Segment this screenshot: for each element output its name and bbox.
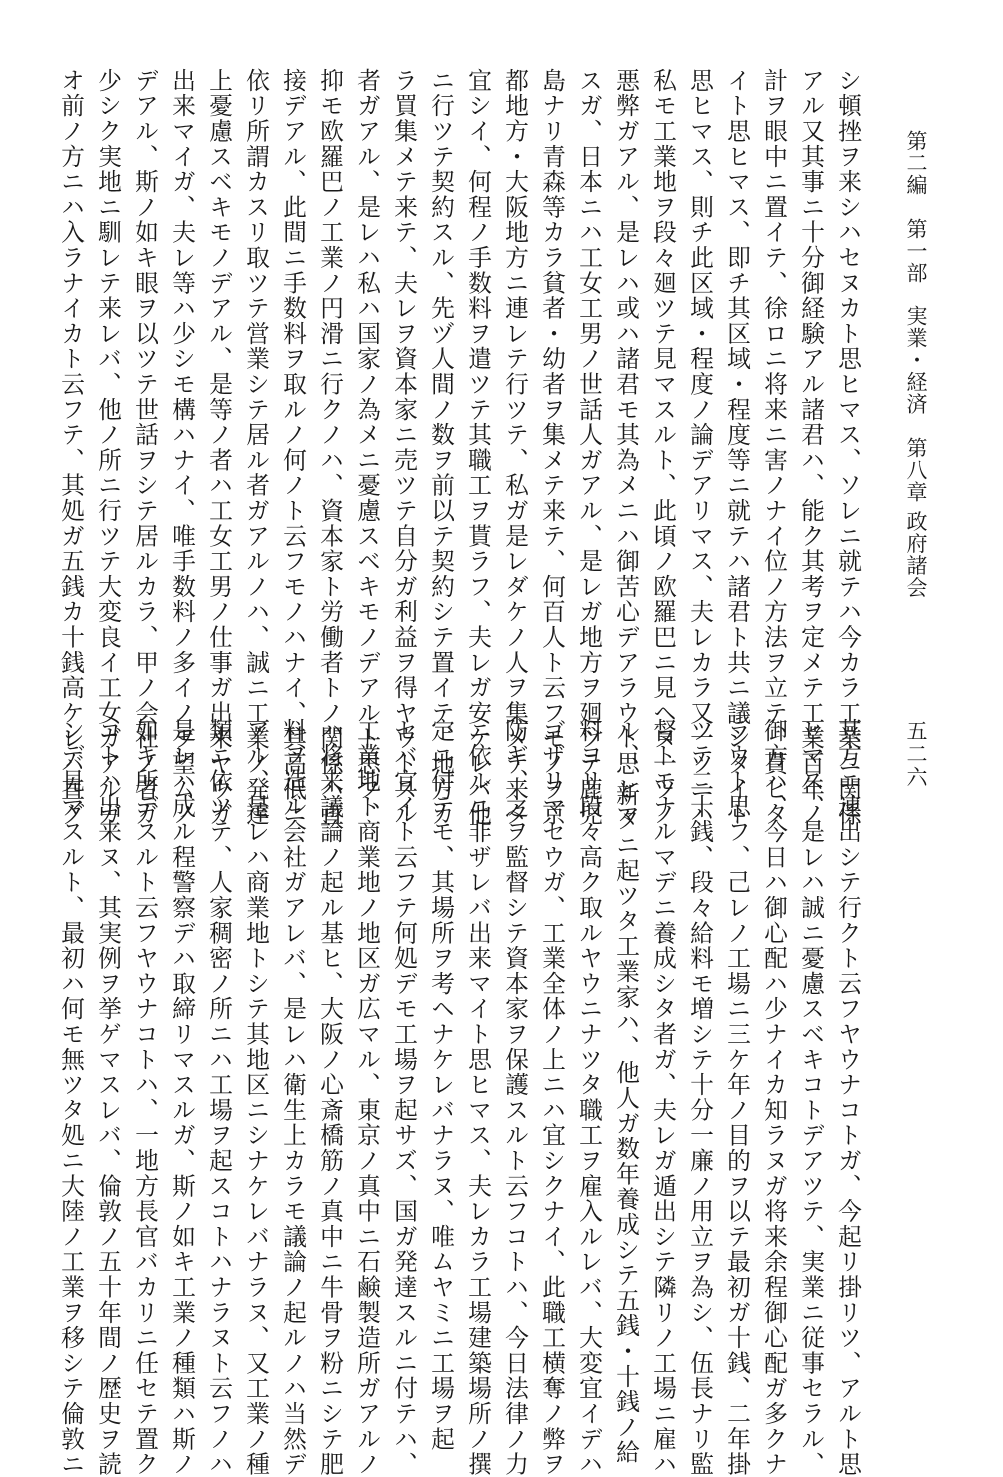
text-column: 督トモナルマデニ養成シタ者ガ、夫レガ遁出シテ隣リノ工場ニ雇ハ [649,718,677,1477]
text-column: ハ将来議論ノ起ル基ヒ、大阪ノ心斎橋筋ノ真中ニ牛骨ヲ粉ニシテ肥 [316,718,344,1477]
text-column: ニ依ルニ非ザレバ出来マイト思ヒマス、夫レカラ工場建築場所ノ撰 [464,718,492,1477]
text-block-upper [57,68,866,827]
text-column: 出来マイガ、夫レ等ハ少シモ構ハナイ、唯手数料ノ多イノヲ望ムノ [168,68,196,827]
text-column: 都地方・大阪地方ニ連レテ行ツテ、私ガ是レダケノ人ヲ集メテ来タ [501,68,529,827]
text-column: 工業地ト商業地ノ地区ガ広マル、東京ノ真中ニ石鹸製造所ガアルノ [353,718,381,1477]
text-column: シ頓挫ヲ来シハセヌカト思ヒマス、ソレニ就テハ今カラ工業ニ関係 [834,68,862,827]
text-column: オ前ノ方ニハ入ラナイカト云フテ、其処ガ五銭カ十銭高ケレバ直グ [57,68,85,827]
text-column: アル、是レハ商業地トシテ其地区ニシナケレバナラヌ、又工業ノ種 [242,718,270,1477]
text-column: 定ニ付テモ、其場所ヲ考ヘナケレバナラヌ、唯ムヤミニ工場ヲ起 [427,718,455,1452]
text-column: 抑モ欧羅巴ノ工業ノ円滑ニ行クノハ、資本家ト労働者トノ関係ハ直 [316,68,344,827]
header-section: 実業・経済 [904,305,928,416]
text-column: 御方ハ、今日ハ御心配ハ少ナイカ知ラヌガ将来余程御心配ガ多クナ [760,718,788,1477]
text-column: ゴザリマセウガ、工業全体ノ上ニハ宜シクナイ、此職工横奪ノ弊ヲ [538,718,566,1477]
text-column: 如キ所デスルト云フヤウナコトハ、一地方長官バカリニ任セテ置ク [131,718,159,1477]
text-column: 悪弊ガアル、是レハ或ハ諸君モ其為メニハ御苦心デアラウト思ヒマ [612,68,640,827]
text-column: ラ買集メテ来テ、夫レヲ資本家ニ売ツテ自分ガ利益ヲ得ヤウトスル [390,68,418,827]
text-column: 依リ所謂カスリ取ツテ営業シテ居ル者ガアルノハ、誠ニ工業ノ発達 [242,68,270,827]
text-column: 島ナリ青森等カラ貧者・幼者ヲ集メテ来テ、何百人ト云フモノヲ京 [538,68,566,827]
text-column: 計ヲ眼中ニ置イテ、徐ロニ将来ニ害ノナイ位ノ方法ヲ立テ、貰ヒタ [760,68,788,827]
text-block-lower [57,718,866,1477]
text-column: 接デアル、此間ニ手数料ヲ取ルノ何ノト云フモノハナイ、其高低ニ [279,68,307,827]
text-column: デアル、斯ノ如キ眼ヲ以ツテ世話ヲシテ居ルカラ、甲ノ会社ノ者ガ [131,68,159,827]
text-column: 宜シイ、何程ノ手数料ヲ遣ツテ其職工ヲ貰ラフ、夫レガ安ケレバ他 [464,68,492,827]
header-division: 第一部 [904,217,928,284]
header-part: 第二編 [904,130,928,196]
header-chapter: 第八章 政府諸会 [904,437,928,599]
page-number: 五二六 [904,720,928,789]
text-column: 其方ニ連出シテ行クト云フヤウナコトガ、今起リ掛リツ、アルト思 [834,718,862,1477]
text-column: 上憂慮スベキモノデアル、是等ノ者ハ工女工男ノ仕事ガ出来ヤウガ [205,68,233,827]
text-column: ツテ二十銭、段々給料モ増シテ十分一廉ノ用立ヲ為シ、伍長ナリ監 [686,718,714,1477]
text-column: イト思ヒマス、即チ其区域・程度等ニ就テハ諸君ト共ニ議シタイト [723,68,751,827]
text-column: 私モ工業地ヲ段々廻ツテ見マスルト、此頃ノ欧羅巴ニ見ヘヌ一ツノ [649,68,677,827]
text-column: 料ヲ造ル会社ガアレバ、是レハ衛生上カラモ議論ノ起ルノハ当然デ [279,718,307,1477]
text-column: セバ宜イト云フテ何処デモ工場ヲ起サズ、国ガ発達スルニ付テハ、 [390,718,418,1477]
text-column: 是レハ成ル程警察デハ取締リマスルガ、斯ノ如キ工業ノ種類ハ斯ノ [168,718,196,1477]
text-column: ヒマス、是レハ誠ニ憂慮スベキコトデアツテ、実業ニ従事セラル、 [797,718,825,1477]
text-column: ラウト思フ、己レノ工場ニ三ケ年ノ目的ヲ以テ最初ガ十銭、二年掛 [723,718,751,1477]
text-column: スガ、日本ニハ工女工男ノ世話人ガアル、是レガ地方ヲ廻ツテ鹿児 [575,68,603,827]
text-column: 少シク実地ニ馴レテ来レバ、他ノ所ニ行ツテ大変良イ工女ガアルガ [94,68,122,827]
text-column: 類ニ依ツテ、人家稠密ノ所ニハ工場ヲ起スコトハナラヌト云フノハ [205,718,233,1477]
text-column: 者ガアル、是レハ私ハ国家ノ為メニ憂慮スベキモノデアルト思フ、 [353,68,381,827]
text-column: 料ヨリ段々高ク取ルヤウニナツタ職工ヲ雇入ルレバ、大変宜イデハ [575,718,603,1477]
text-column: コトハ出来ヌ、其実例ヲ挙ゲマスレバ、倫敦ノ五十年間ノ歴史ヲ読 [94,718,122,1477]
running-header [905,130,926,650]
text-column: ンデ見マスルト、最初ハ何モ無ツタ処ニ大陸ノ工業ヲ移シテ倫敦ニ [57,718,85,1477]
text-column: ニ行ツテ契約スル、先ヅ人間ノ数ヲ前以テ契約シテ置イテ、地方カ [427,68,455,827]
text-column: アル又其事ニ十分御経験アル諸君ハ、能ク其考ヲ定メテ工業百年ノ [797,68,825,827]
text-column: 防ギ、之ヲ監督シテ資本家ヲ保護スルト云フコトハ、今日法律ノ力 [501,718,529,1477]
text-column: 思ヒマス、則チ此区域・程度ノ論デアリマス、夫レカラ又一ツニハ [686,68,714,827]
text-column: ル、、新タニ起ツタ工業家ハ、他人ガ数年養成シテ五銭・十銭ノ給 [612,718,640,1466]
